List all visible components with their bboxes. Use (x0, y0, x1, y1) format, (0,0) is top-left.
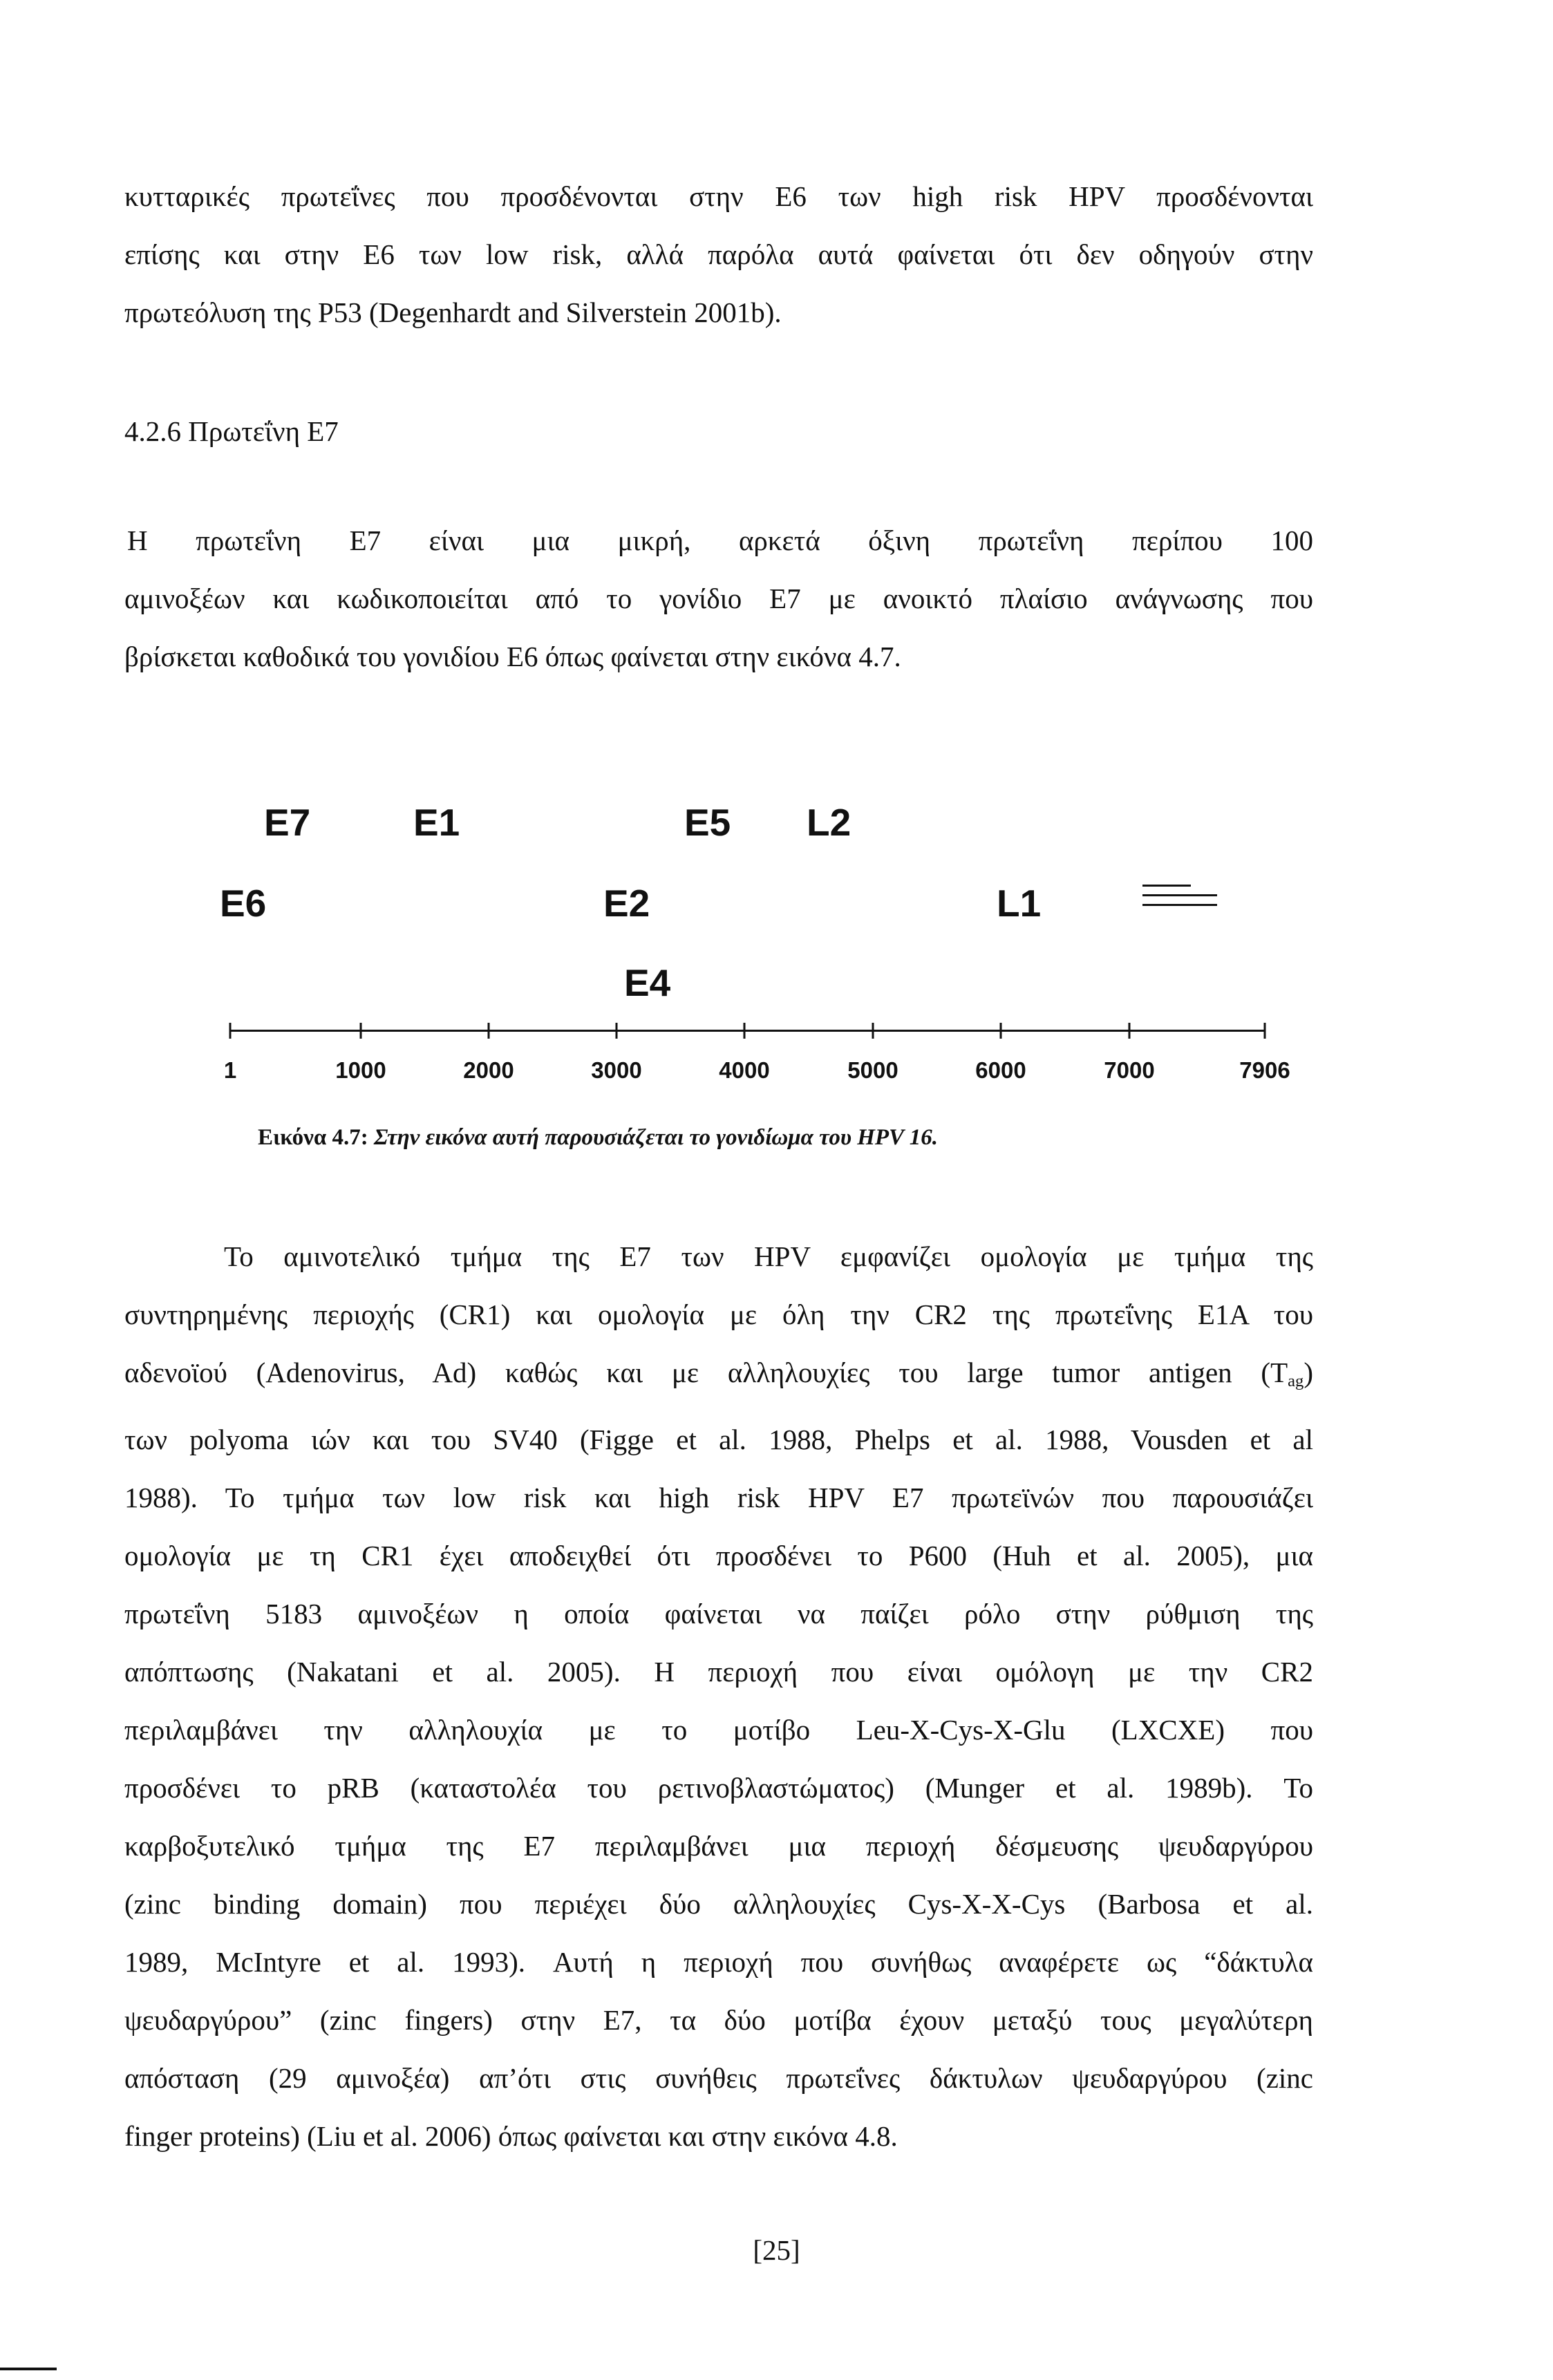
text-line: πρωτεόλυση της P53 (Degenhardt and Silverstein 2001b). (124, 296, 782, 328)
axis-tick-label: 3000 (591, 1057, 642, 1083)
axis-tick (488, 1023, 490, 1039)
gene-label-e7: E7 (264, 801, 311, 844)
axis-tick-label: 2000 (463, 1057, 514, 1083)
gene-label-l1: L1 (997, 882, 1042, 925)
text-line: finger proteins) (Liu et al. 2006) όπως φαίνεται και στην εικόνα 4.8. (124, 2120, 898, 2153)
axis-tick (1129, 1023, 1131, 1039)
gene-label-e6: E6 (220, 882, 267, 925)
text-line: των polyoma ιών και του SV40 (Figge et al. 1988, Phelps et al. 1988, Vousden et al (124, 1424, 1313, 1456)
text-line: (zinc binding domain) που περιέχει δύο αλληλουχίες Cys-X-X-Cys (Barbosa et al. (124, 1888, 1313, 1920)
axis-tick (872, 1023, 874, 1039)
axis-tick (1264, 1023, 1266, 1039)
axis-tick-label: 7000 (1104, 1057, 1155, 1083)
text-segment: ) (1303, 1357, 1313, 1388)
footnote-rule (0, 2368, 57, 2370)
caption-text: Στην εικόνα αυτή παρουσιάζεται το γονιδίωμα του HPV 16. (374, 1125, 938, 1150)
text-line: κυτταρικές πρωτεΐνες που προσδένονται στην Ε6 των high risk HPV προσδένονται (124, 180, 1313, 212)
text-line: 1989, McIntyre et al. 1993). Αυτή η περιοχή που συνήθως αναφέρετε ως “δάκτυλα (124, 1946, 1313, 1978)
legend-dash (1142, 904, 1217, 906)
legend-dash (1142, 885, 1191, 887)
text-line: ψευδαργύρου” (zinc fingers) στην Ε7, τα δύο μοτίβα έχουν μεταξύ τους μεγαλύτερη (124, 2004, 1313, 2037)
text-line: Το αμινοτελικό τμήμα της Ε7 των HPV εμφανίζει ομολογία με τμήμα της (224, 1240, 1313, 1272)
text-line: προσδένει το pRB (καταστολέα του ρετινοβλαστώματος) (Munger et al. 1989b). Το (124, 1772, 1313, 1804)
text-line: βρίσκεται καθοδικά του γονιδίου Ε6 όπως φαίνεται στην εικόνα 4.7. (124, 641, 901, 672)
axis-tick-label: 7906 (1239, 1057, 1290, 1083)
text-line: απόσταση (29 αμινοξέα) απ’ότι στις συνήθεις πρωτεΐνες δάκτυλων ψευδαργύρου (zinc (124, 2062, 1313, 2095)
axis-tick-label: 1000 (335, 1057, 386, 1083)
section-paragraph (124, 511, 1313, 686)
axis-tick (616, 1023, 618, 1039)
axis-tick (360, 1023, 362, 1039)
axis-tick-label: 6000 (975, 1057, 1026, 1083)
text-line: απόπτωσης (Nakatani et al. 2005). Η περιοχή που είναι ομόλογη με την CR2 (124, 1656, 1313, 1688)
body-paragraph (124, 1227, 1313, 2165)
text-line: Η πρωτεΐνη Ε7 είναι μια μικρή, αρκετά όξινη πρωτεΐνη περίπου 100 (127, 525, 1313, 556)
text-line: 1988). Το τμήμα των low risk και high risk HPV Ε7 πρωτεϊνών που παρουσιάζει (124, 1482, 1313, 1514)
axis-tick (229, 1023, 232, 1039)
subscript: ag (1288, 1372, 1304, 1391)
section-heading: 4.2.6 Πρωτεΐνη Ε7 (124, 415, 339, 447)
text-line: αμινοξέων και κωδικοποιείται από το γονίδιο Ε7 με ανοικτό πλαίσιο ανάγνωσης που (124, 583, 1313, 614)
gene-label-e2: E2 (603, 882, 650, 925)
text-line: επίσης και στην Ε6 των low risk, αλλά παρόλα αυτά φαίνεται ότι δεν οδηγούν στην (124, 238, 1313, 270)
figure-caption (258, 1125, 938, 1151)
text-line: ομολογία με τη CR1 έχει αποδειχθεί ότι προσδένει το P600 (Huh et al. 2005), μια (124, 1540, 1313, 1572)
gene-label-e1: E1 (413, 801, 460, 844)
legend-dash (1142, 894, 1217, 896)
text-line: συντηρημένης περιοχής (CR1) και ομολογία με όλη την CR2 της πρωτεΐνης Ε1Α του (124, 1298, 1313, 1330)
gene-label-l2: L2 (807, 801, 851, 844)
genome-axis (230, 1030, 1265, 1032)
gene-label-e4: E4 (624, 961, 671, 1004)
intro-paragraph (124, 167, 1313, 341)
axis-tick (1000, 1023, 1002, 1039)
text-segment: αδενοϊού (Adenovirus, Ad) καθώς και με αλληλουχίες του large tumor antigen (T (124, 1357, 1288, 1388)
axis-tick (744, 1023, 746, 1039)
gene-label-e5: E5 (684, 801, 731, 844)
axis-tick-label: 5000 (847, 1057, 898, 1083)
caption-prefix: Εικόνα 4.7: (258, 1125, 368, 1150)
axis-tick-label: 1 (223, 1057, 237, 1083)
axis-tick-label: 4000 (719, 1057, 770, 1083)
text-line (124, 1343, 1313, 1410)
text-line: πρωτεΐνη 5183 αμινοξέων η οποία φαίνεται να παίζει ρόλο στην ρύθμιση της (124, 1598, 1313, 1630)
text-line: περιλαμβάνει την αλληλουχία με το μοτίβο Leu-X-Cys-X-Glu (LXCXE) που (124, 1714, 1313, 1746)
text-line: καρβοξυτελικό τμήμα της Ε7 περιλαμβάνει μια περιοχή δέσμευσης ψευδαργύρου (124, 1830, 1313, 1862)
page-number: [25] (753, 2234, 800, 2266)
